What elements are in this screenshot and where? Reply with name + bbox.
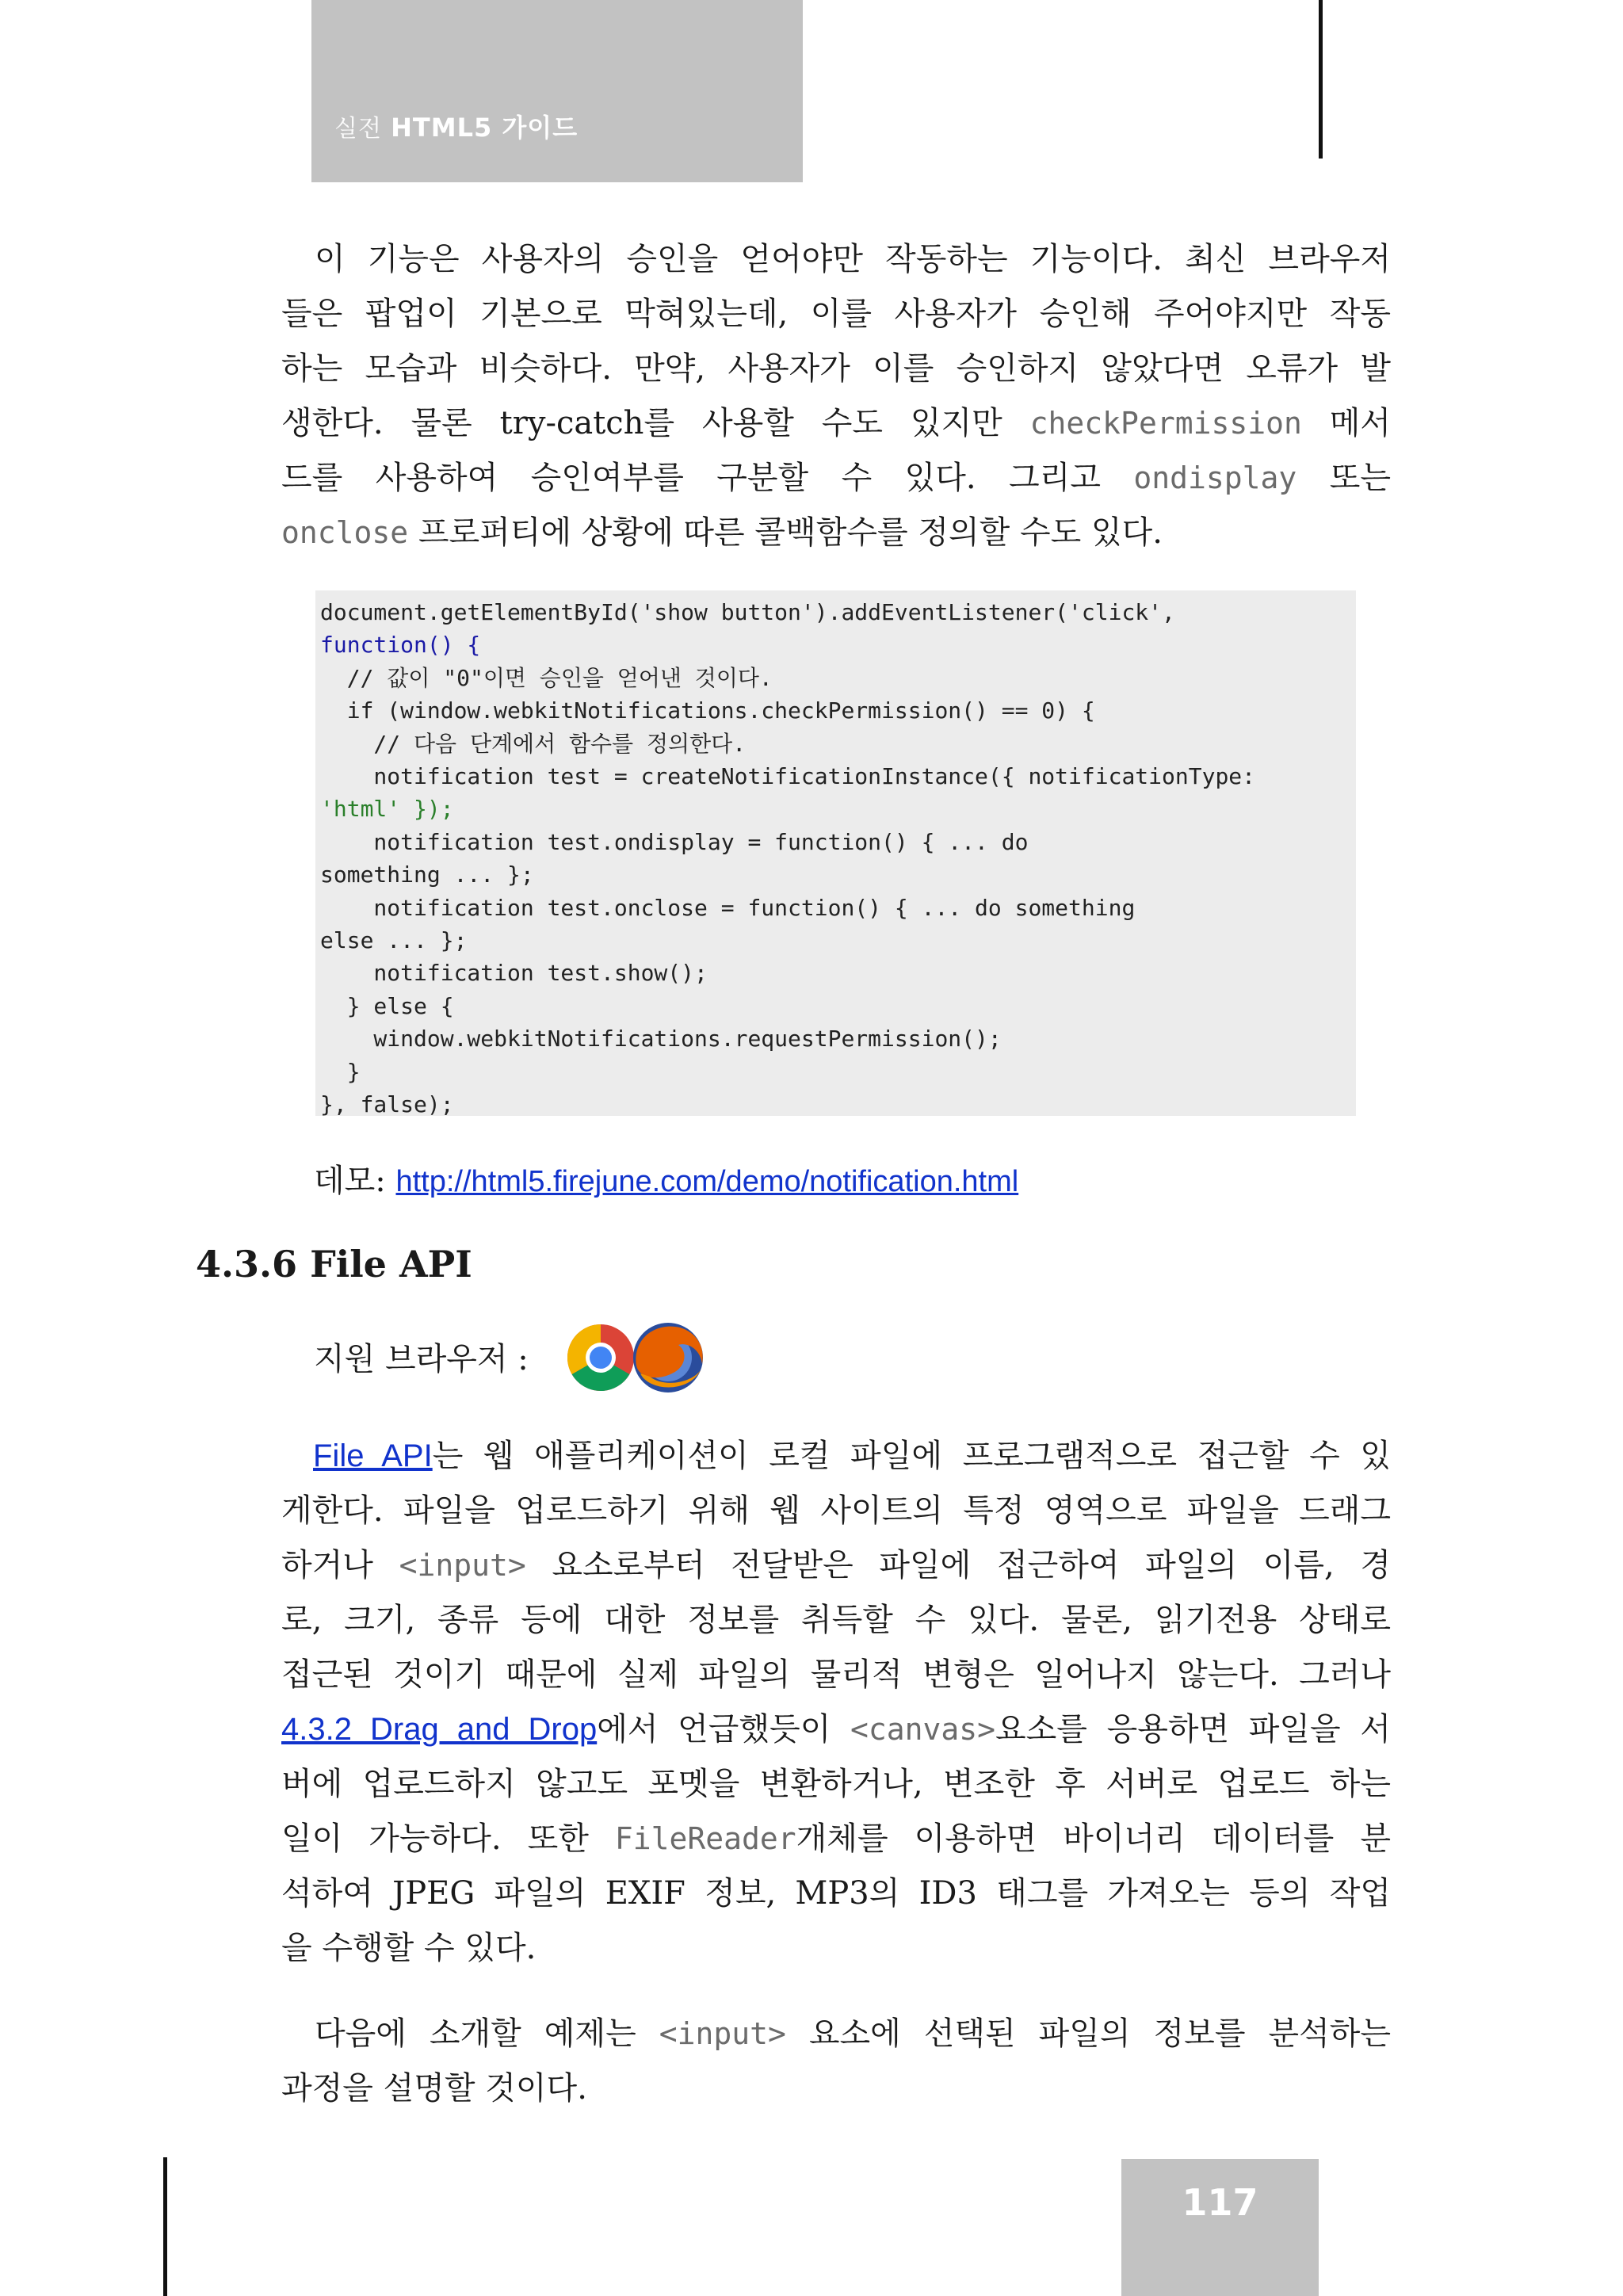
code-line: notification test.ondisplay = function() { ... do — [320, 828, 1029, 855]
intro-paragraph — [281, 232, 1391, 560]
text-line: 석하여 JPEG 파일의 EXIF 정보, MP3의 ID3 태그를 가져오는 등의 작업 — [281, 1875, 1391, 1912]
browser-icons — [561, 1318, 712, 1397]
text-line: 하거나 <input> 요소로부터 전달받은 파일에 접근하여 파일의 이름, 경 — [281, 1547, 1391, 1584]
code-listing — [320, 596, 1255, 1121]
code-line: } — [320, 1058, 361, 1085]
code-line: // 값이 "0"이면 승인을 얻어낸 것이다. — [320, 664, 773, 691]
code-line: if (window.webkitNotifications.checkPermission() == 0) { — [320, 697, 1095, 724]
code-line: something ... }; — [320, 861, 534, 888]
code-line: else ... }; — [320, 927, 468, 954]
header-band — [311, 0, 803, 182]
demo-line — [314, 1156, 1018, 1201]
text-line: 로, 크기, 종류 등에 대한 정보를 취득할 수 있다. 물론, 읽기전용 상태로 — [281, 1602, 1391, 1638]
text-line: 과정을 설명할 것이다. — [281, 2070, 587, 2107]
inline-code: <input> — [659, 2016, 786, 2051]
section-heading: 4.3.6 File API — [196, 1243, 472, 1286]
code-line: // 다음 단계에서 함수를 정의한다. — [320, 730, 747, 757]
closing-paragraph — [281, 2007, 1391, 2116]
inline-code: onclose — [281, 515, 409, 550]
drag-and-drop-link[interactable]: 4.3.2 Drag and Drop — [281, 1712, 598, 1747]
code-line: function() { — [320, 632, 481, 659]
inline-code: ondisplay — [1133, 460, 1297, 495]
text-line: 일이 가능하다. 또한 FileReader개체를 이용하면 바이너리 데이터를 분 — [281, 1820, 1391, 1857]
running-header — [334, 108, 578, 144]
code-line: notification test.show(); — [320, 960, 708, 987]
supported-browsers-label: 지원 브라우저 : — [314, 1341, 529, 1377]
text-line: 하는 모습과 비슷하다. 만약, 사용자가 이를 승인하지 않았다면 오류가 발 — [281, 350, 1391, 387]
bottom-vertical-rule — [163, 2157, 167, 2296]
code-line: window.webkitNotifications.requestPermission(); — [320, 1026, 1002, 1052]
text-line: 4.3.2 Drag and Drop에서 언급했듯이 <canvas>요소를 응용하면 파일을 서 — [281, 1711, 1391, 1748]
inline-code: checkPermission — [1029, 406, 1302, 441]
text-line: 다음에 소개할 예제는 <input> 요소에 선택된 파일의 정보를 분석하는 — [315, 2015, 1391, 2052]
inline-code: FileReader — [614, 1821, 796, 1856]
code-line: } else { — [320, 992, 454, 1019]
code-line: notification test = createNotificationInstance({ notificationType: — [320, 763, 1256, 790]
text-line: File API는 웹 애플리케이션이 로컬 파일에 프로그램적으로 접근할 수 있 — [313, 1438, 1391, 1474]
chrome-icon — [567, 1324, 634, 1391]
text-line: onclose 프로퍼티에 상황에 따른 콜백함수를 정의할 수도 있다. — [281, 514, 1163, 551]
file-api-link[interactable]: File API — [313, 1438, 433, 1473]
text-line: 을 수행할 수 있다. — [281, 1930, 537, 1966]
code-line: document.getElementById('show button').addEventListener('click', — [320, 599, 1175, 625]
top-vertical-rule — [1319, 0, 1323, 159]
text-line: 들은 팝업이 기본으로 막혀있는데, 이를 사용자가 승인해 주어야지만 작동 — [281, 296, 1391, 332]
inline-code: <input> — [399, 1548, 526, 1583]
header-subtitle: 실전 — [334, 115, 382, 143]
text-line: 이 기능은 사용자의 승인을 얻어야만 작동하는 기능이다. 최신 브라우저 — [315, 241, 1391, 277]
demo-link[interactable]: http://html5.firejune.com/demo/notification.html — [395, 1165, 1019, 1198]
text-line: 게한다. 파일을 업로드하기 위해 웹 사이트의 특정 영역으로 파일을 드래그 — [281, 1492, 1391, 1529]
text-line: 접근된 것이기 때문에 실제 파일의 물리적 변형은 일어나지 않는다. 그러나 — [281, 1656, 1391, 1693]
file-api-paragraph — [281, 1429, 1391, 1976]
text-line: 드를 사용하여 승인여부를 구분할 수 있다. 그리고 ondisplay 또는 — [281, 460, 1391, 496]
page-number: 117 — [1182, 2181, 1258, 2224]
text-line: 생한다. 물론 try-catch를 사용할 수도 있지만 checkPermission 메서 — [281, 405, 1391, 441]
footer-band — [1121, 2159, 1319, 2296]
code-line: }, false); — [320, 1091, 454, 1118]
text-line: 버에 업로드하지 않고도 포멧을 변환하거나, 변조한 후 서버로 업로드 하는 — [281, 1766, 1391, 1802]
code-line: 'html' }); — [320, 796, 454, 823]
demo-label: 데모: — [314, 1163, 396, 1199]
firefox-icon — [633, 1323, 703, 1392]
header-title: HTML5 가이드 — [391, 113, 579, 143]
inline-code: <canvas> — [850, 1712, 996, 1747]
code-line: notification test.onclose = function() { ... do something — [320, 894, 1136, 921]
